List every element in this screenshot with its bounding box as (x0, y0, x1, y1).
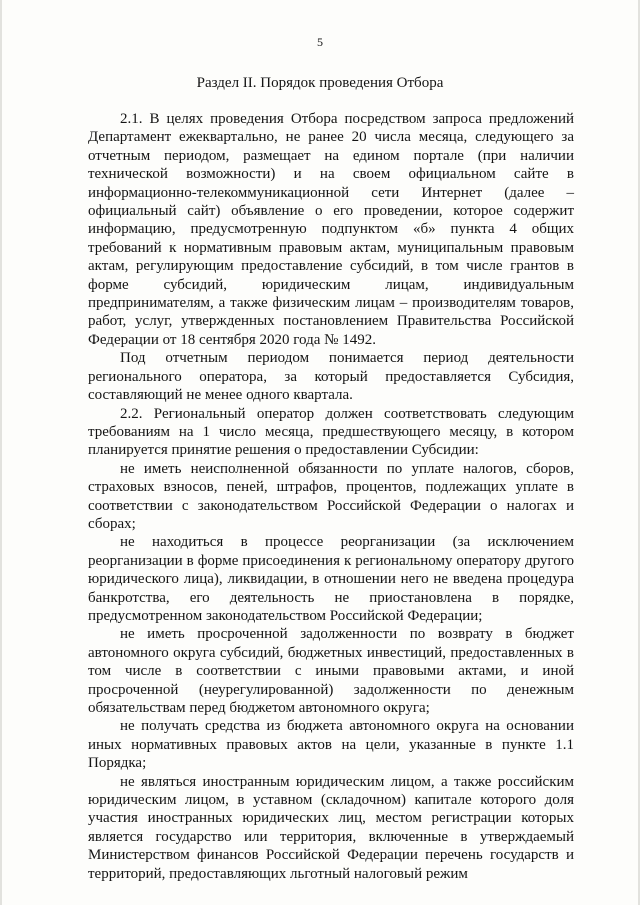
section-title: Раздел II. Порядок проведения Отбора (196, 75, 444, 91)
requirement-no-tax-debt: не иметь неисполненной обязанности по уплате налогов, сборов, страховых взносов, пеней, штрафов, процентов, подлежащих уплате в соответствии с законодательством Российской Федерации о налогах и сборах; (88, 460, 574, 532)
document-body (88, 110, 574, 883)
requirement-not-foreign-entity: не являться иностранным юридическим лицом, а также российским юридическим лицом, в уставном (складочном) капитале которого доля участия иностранных юридических лиц, местом регистрации которых является государство или территория, включенные в утверждаемый Министерством финансов Российской Федерации перечень государств и территорий, предоставляющих льготный налоговый режим (88, 773, 574, 882)
page-number: 5 (317, 35, 323, 49)
paragraph-reporting-period: Под отчетным периодом понимается период деятельности регионального оператора, за который предоставляется Субсидия, составляющий не менее одного квартала. (88, 350, 574, 404)
paragraph-2-2: 2.2. Региональный оператор должен соответствовать следующим требованиям на 1 число месяца, предшествующего месяцу, в котором планируется принятие решения о предоставлении Субсидии: (88, 405, 574, 459)
requirement-no-reorganization: не находиться в процессе реорганизации (за исключением реорганизации в форме присоединения к региональному оператору другого юридического лица), ликвидации, в отношении него не введена процедура банкротства, его деятельность не приостановлена в порядке, предусмотренном законодательством Российской Федерации; (88, 534, 574, 624)
requirement-no-overdue-debt: не иметь просроченной задолженности по возврату в бюджет автономного округа субсидий, бюджетных инвестиций, предоставленных в том числе в соответствии с иными правовыми актами, и иной просроченной (неурегулированной) задолженности по денежным обязательствам перед бюджетом автономного округа; (88, 626, 574, 716)
requirement-no-other-funds: не получать средства из бюджета автономного округа на основании иных нормативных правовых актов на цели, указанные в пункте 1.1 Порядка; (88, 718, 574, 772)
paragraph-2-1: 2.1. В целях проведения Отбора посредством запроса предложений Департамент ежеквартально, не ранее 20 числа месяца, следующего за отчетным периодом, размещает на едином портале (при наличии технической возможности) и на своем официальном сайте в информационно-телекоммуникационной сети Интернет (далее – официальный сайт) объявление о его проведении, которое содержит информацию, предусмотренную подпунктом «б» пункта 4 общих требований к нормативным правовым актам, муниципальным правовым актам, регулирующим предоставление субсидий, в том числе грантов в форме субсидий, юридическим лицам, индивидуальным предпринимателям, а также физическим лицам – производителям товаров, работ, услуг, утвержденных постановлением Правительства Российской Федерации от 18 сентября 2020 года № 1492. (88, 111, 574, 348)
page-edge-left (0, 0, 2, 905)
